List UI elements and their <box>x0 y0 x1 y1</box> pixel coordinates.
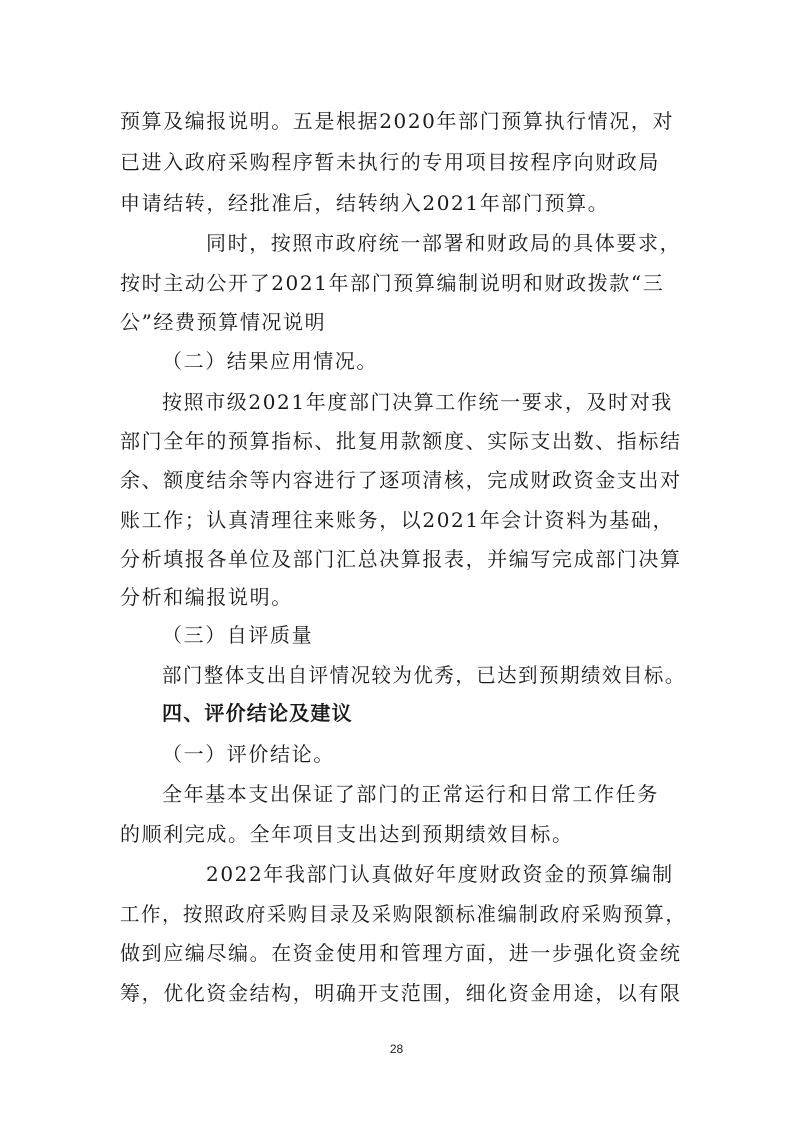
paragraph-line: 部门全年的预算指标、批复用款额度、实际支出数、指标结 <box>120 429 682 453</box>
paragraph-line: 分析和编报说明。 <box>120 585 293 609</box>
paragraph-line: 按照市级2021年度部门决算工作统一要求，及时对我 <box>162 390 673 414</box>
paragraph-line: 公”经费预算情况说明 <box>120 310 327 334</box>
section-subheading: （三）自评质量 <box>162 623 314 647</box>
paragraph-line: 工作，按照政府采购目录及采购限额标准编制政府采购预算， <box>120 902 687 926</box>
paragraph-line: 筹，优化资金结构，明确开支范围，细化资金用途，以有限 <box>120 981 682 1005</box>
paragraph-line: 2022年我部门认真做好年度财政资金的预算编制 <box>206 862 674 886</box>
paragraph-line: 部门整体支出自评情况较为优秀，已达到预期绩效目标。 <box>162 663 686 687</box>
paragraph-line: 余、额度结余等内容进行了逐项清核，完成财政资金支出对 <box>120 468 682 492</box>
paragraph-line: 分析填报各单位及部门汇总决算报表，并编写完成部门决算 <box>120 547 682 571</box>
paragraph-line: 申请结转，经批准后，结转纳入2021年部门预算。 <box>120 191 610 215</box>
paragraph-line: 已进入政府采购程序暂未执行的专用项目按程序向财政局 <box>120 150 660 174</box>
paragraph-line: 账工作；认真清理往来账务，以2021年会计资料为基础， <box>120 508 675 532</box>
paragraph-line: 全年基本支出保证了部门的正常运行和日常工作任务 <box>162 782 659 806</box>
section-subheading: （一）评价结论。 <box>162 742 335 766</box>
paragraph-line: 同时，按照市政府统一部署和财政局的具体要求， <box>206 231 682 255</box>
paragraph-line: 的顺利完成。全年项目支出达到预期绩效目标。 <box>120 822 574 846</box>
page-number: 28 <box>389 1042 404 1056</box>
paragraph-line: 预算及编报说明。五是根据2020年部门预算执行情况，对 <box>120 109 675 133</box>
section-heading: 四、评价结论及建议 <box>162 701 353 725</box>
section-subheading: （二）结果应用情况。 <box>162 349 378 373</box>
paragraph-line: 按时主动公开了2021年部门预算编制说明和财政拨款“三 <box>120 271 665 295</box>
paragraph-line: 做到应编尽编。在资金使用和管理方面，进一步强化资金统 <box>120 941 682 965</box>
